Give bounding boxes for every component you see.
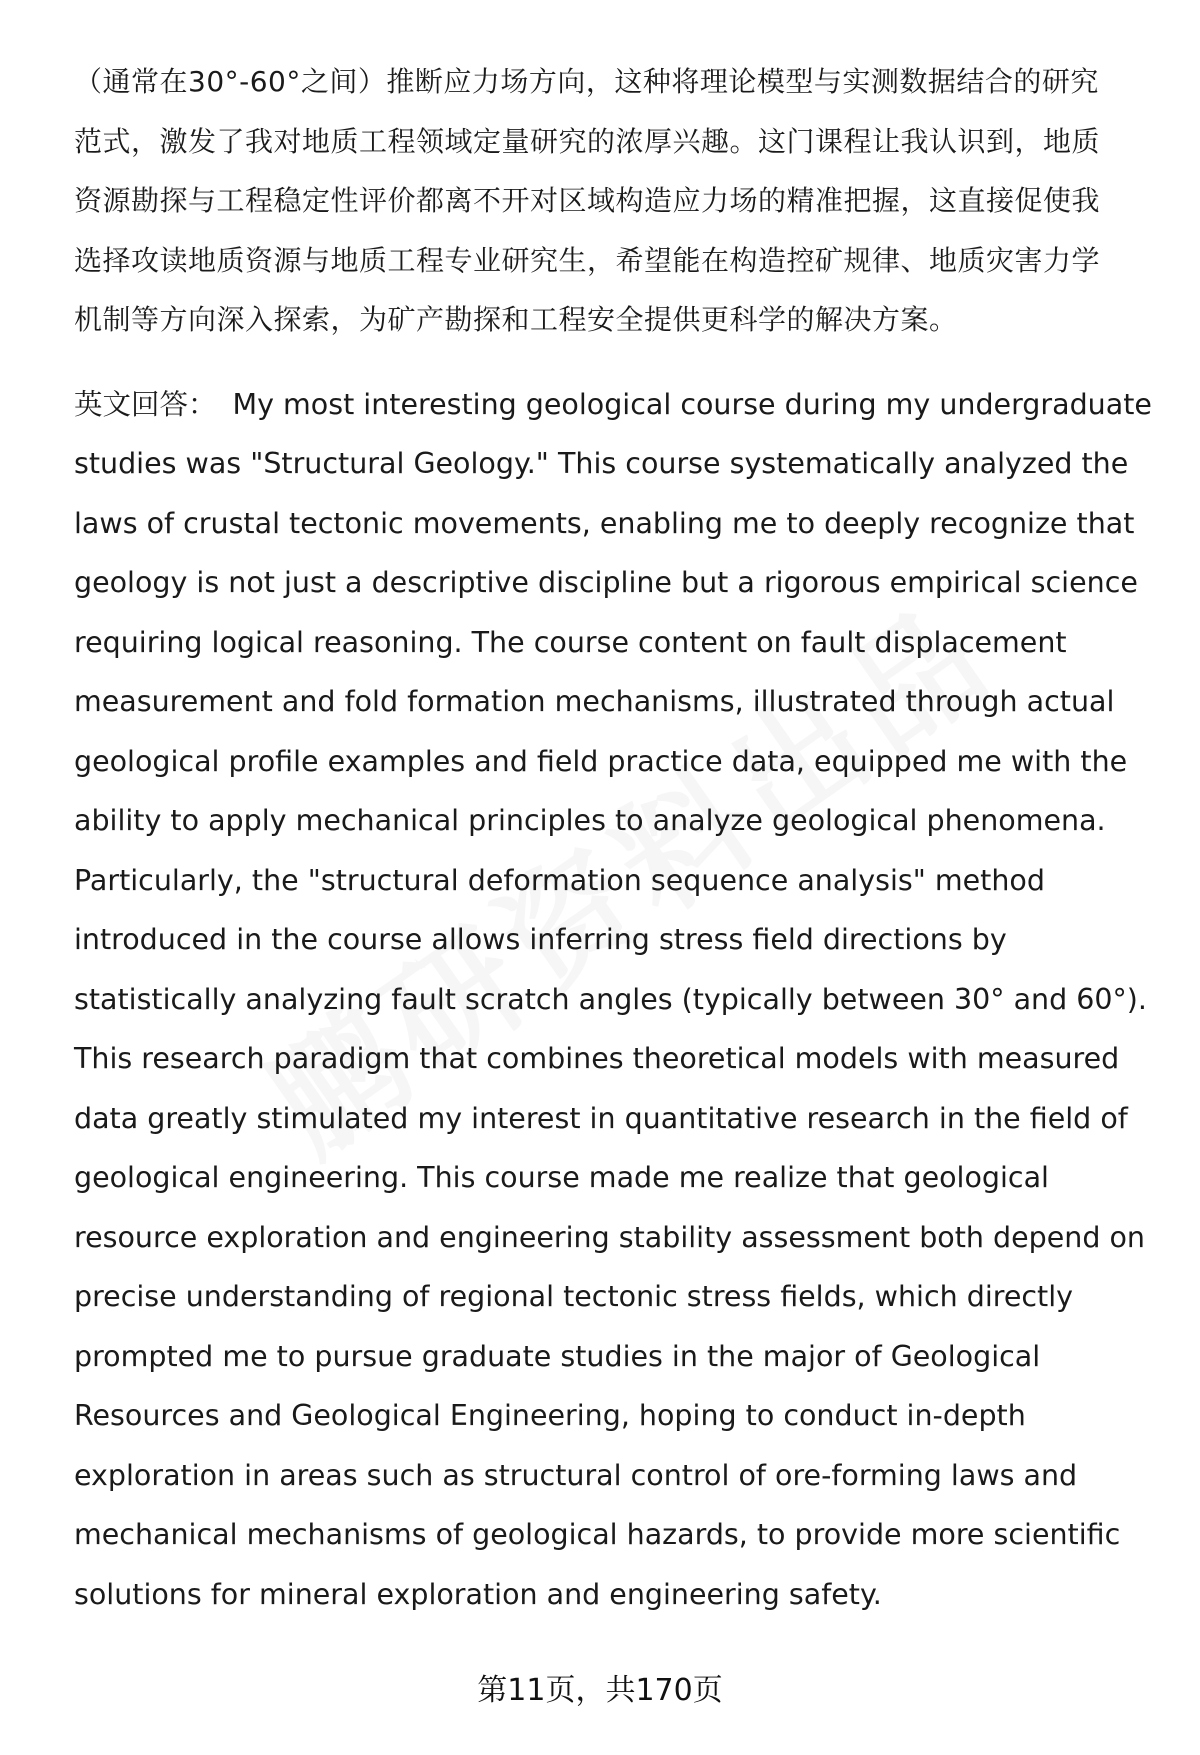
text-line: geology is not just a descriptive discipline but a rigorous empirical science [74, 566, 1138, 599]
text-line [74, 375, 1164, 435]
text-line: prompted me to pursue graduate studies in the major of Geological [74, 1339, 1041, 1373]
text-line: statistically analyzing fault scratch angles (typically between 30° and 60°). [74, 982, 1147, 1016]
text-line: Resources and Geological Engineering, hoping to conduct in-depth [74, 1399, 1026, 1432]
text-line: introduced in the course allows inferring stress field directions by [74, 923, 1007, 956]
text-line: data greatly stimulated my interest in quantitative research in the field of [74, 1101, 1128, 1135]
english-answer [74, 375, 1164, 1625]
text-line: exploration in areas such as structural control of ore-forming laws and [74, 1458, 1078, 1492]
text-line: geological profile examples and field practice data, equipped me with the [74, 744, 1128, 778]
text-line: （通常在30°-60°之间）推断应力场方向，这种将理论模型与实测数据结合的研究 [74, 65, 1099, 98]
english-answer-label: 英文回答： [74, 387, 217, 421]
document-page [74, 52, 1164, 1624]
text-line: 选择攻读地质资源与地质工程专业研究生，希望能在构造控矿规律、地质灾害力学 [74, 243, 1101, 277]
text-line: 机制等方向深入探索，为矿产勘探和工程安全提供更科学的解决方案。 [74, 303, 958, 336]
text-line: measurement and fold formation mechanisms, illustrated through actual [74, 685, 1115, 718]
text-line: 范式，激发了我对地质工程领域定量研究的浓厚兴趣。这门课程让我认识到，地质 [74, 124, 1101, 158]
text-line: This research paradigm that combines theoretical models with measured [74, 1042, 1120, 1075]
english-answer-first-line: My most interesting geological course during my undergraduate [232, 387, 1152, 421]
text-line: ability to apply mechanical principles to analyze geological phenomena. [74, 804, 1106, 837]
text-line: geological engineering. This course made me realize that geological [74, 1161, 1049, 1194]
text-line: requiring logical reasoning. The course content on fault displacement [74, 625, 1067, 659]
chinese-answer-continuation [74, 52, 1164, 350]
page-number-footer: 第11页，共170页 [477, 1673, 723, 1708]
text-line: laws of crustal tectonic movements, enabling me to deeply recognize that [74, 506, 1135, 540]
text-line: solutions for mineral exploration and engineering safety. [74, 1577, 882, 1611]
text-line: precise understanding of regional tectonic stress fields, which directly [74, 1280, 1074, 1313]
text-line: resource exploration and engineering stability assessment both depend on [74, 1220, 1145, 1254]
text-line: Particularly, the "structural deformation sequence analysis" method [74, 863, 1045, 897]
text-line: studies was "Structural Geology." This course systematically analyzed the [74, 447, 1129, 480]
text-line: 资源勘探与工程稳定性评价都离不开对区域构造应力场的精准把握，这直接促使我 [74, 184, 1101, 217]
text-line: mechanical mechanisms of geological hazards, to provide more scientific [74, 1518, 1121, 1551]
